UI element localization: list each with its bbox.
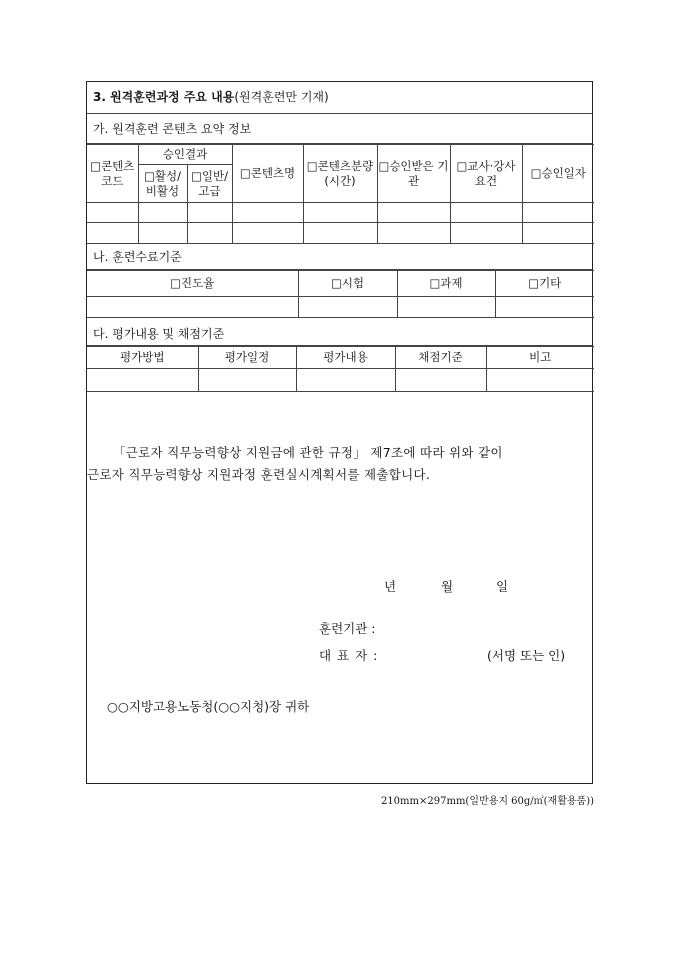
input-cell[interactable] — [377, 223, 450, 244]
input-cell[interactable] — [138, 203, 187, 223]
input-cell[interactable] — [397, 297, 495, 318]
representative-label: 대 표 자 : — [319, 648, 379, 663]
col-content: 평가내용 — [296, 347, 395, 369]
col-exam: □시험 — [298, 271, 397, 297]
declaration-line-1: 「근로자 직무능력향상 지원금에 관한 규정」 제7조에 따라 위와 같이 — [113, 445, 503, 460]
date-month: 월 — [441, 579, 454, 594]
sub-b-title: 나. 훈련수료기준 — [93, 250, 182, 264]
input-cell[interactable] — [486, 369, 594, 392]
input-cell[interactable] — [296, 369, 395, 392]
table-row — [87, 369, 594, 392]
recipient: ○○지방고용노동청(○○지청)장 귀하 — [107, 699, 310, 714]
input-cell[interactable] — [303, 203, 377, 223]
sub-b-title-row — [87, 243, 592, 270]
input-cell[interactable] — [187, 223, 232, 244]
input-cell[interactable] — [198, 369, 296, 392]
evaluation-table — [87, 346, 594, 392]
table-row — [87, 297, 594, 318]
input-cell[interactable] — [87, 369, 198, 392]
input-cell[interactable] — [377, 203, 450, 223]
input-cell[interactable] — [450, 203, 522, 223]
input-cell[interactable] — [395, 369, 486, 392]
col-remarks: 비고 — [486, 347, 594, 369]
table-row — [87, 203, 594, 223]
input-cell[interactable] — [495, 297, 594, 318]
date-year: 년 — [384, 579, 397, 594]
application-form — [86, 81, 593, 784]
input-cell[interactable] — [522, 203, 594, 223]
col-date: 평가일정 — [198, 347, 296, 369]
col-instructor: □교사·강사 요건 — [450, 145, 522, 203]
sub-a-title: 가. 원격훈련 콘텐츠 요약 정보 — [93, 122, 252, 136]
input-cell[interactable] — [87, 223, 138, 244]
declaration-line-2: 근로자 직무능력향상 지원과정 훈련실시계획서를 제출합니다. — [87, 467, 431, 482]
completion-criteria-table — [87, 270, 594, 318]
input-cell[interactable] — [138, 223, 187, 244]
table-row — [87, 223, 594, 244]
col-other: □기타 — [495, 271, 594, 297]
sub-c-title-row — [87, 317, 592, 346]
input-cell[interactable] — [232, 223, 303, 244]
col-active: □활성/ 비활성 — [138, 165, 187, 203]
input-cell[interactable] — [298, 297, 397, 318]
sub-a-title-row — [87, 114, 592, 144]
col-method: 평가방법 — [87, 347, 198, 369]
col-content-code: □콘텐츠 코드 — [87, 145, 138, 203]
content-summary-table — [87, 144, 594, 244]
paper-spec-footnote: 210mm×297mm(일반용지 60g/㎡(재활용품)) — [380, 796, 594, 807]
input-cell[interactable] — [232, 203, 303, 223]
declaration — [87, 442, 592, 486]
input-cell[interactable] — [522, 223, 594, 244]
col-progress: □진도율 — [87, 271, 298, 297]
sign-note: (서명 또는 인) — [487, 648, 566, 663]
col-criteria: 채점기준 — [395, 347, 486, 369]
col-level: □일반/ 고급 — [187, 165, 232, 203]
col-approval-date: □승인일자 — [522, 145, 594, 203]
section-title-row — [87, 82, 592, 114]
section-title-note: (원격훈련만 기재) — [234, 90, 329, 104]
input-cell[interactable] — [450, 223, 522, 244]
col-approving-org: □승인받은 기관 — [377, 145, 450, 203]
input-cell[interactable] — [87, 203, 138, 223]
col-content-name: □콘텐츠명 — [232, 145, 303, 203]
col-content-amount: □콘텐츠분량 (시간) — [303, 145, 377, 203]
input-cell[interactable] — [303, 223, 377, 244]
section-title: 3. 원격훈련과정 주요 내용 — [93, 90, 235, 104]
col-approval-result: 승인결과 — [138, 145, 232, 165]
input-cell[interactable] — [87, 297, 298, 318]
col-assignment: □과제 — [397, 271, 495, 297]
input-cell[interactable] — [187, 203, 232, 223]
sub-c-title: 다. 평가내용 및 채점기준 — [93, 327, 225, 341]
date-day: 일 — [496, 579, 509, 594]
training-org-label: 훈련기관 : — [319, 621, 376, 636]
